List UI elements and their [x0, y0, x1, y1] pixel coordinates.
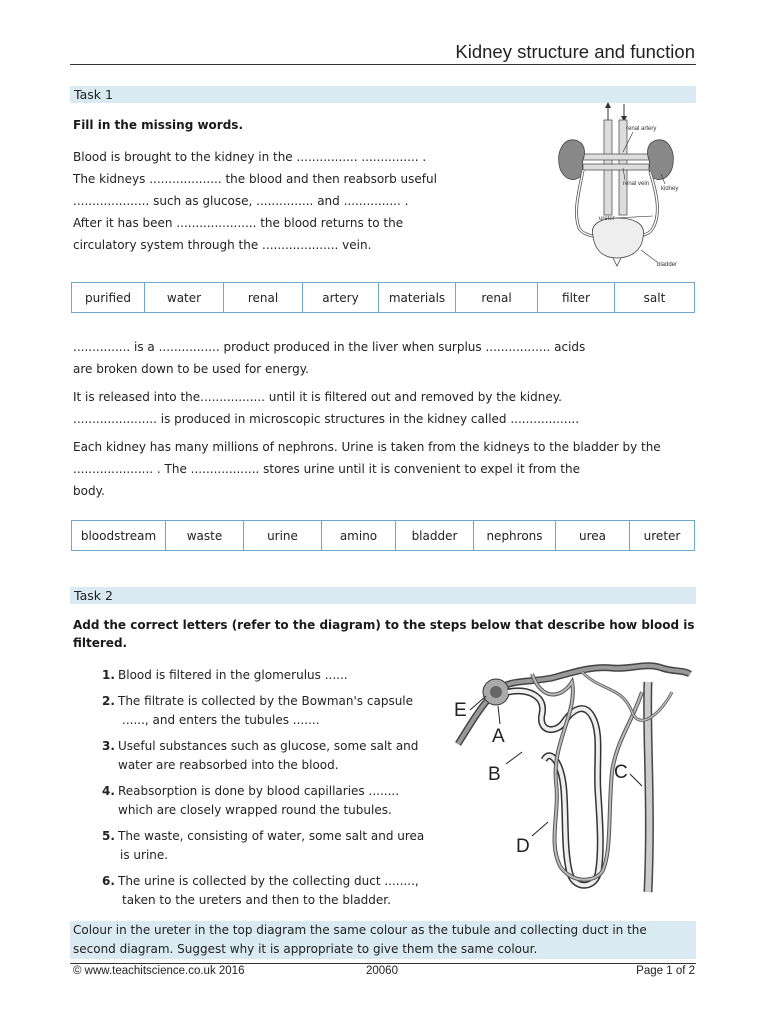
- task1-paragraph-2: [73, 336, 585, 380]
- word-bank-cell: renal: [224, 283, 303, 313]
- step-text-cont: which are closely wrapped round the tubules.: [118, 803, 392, 817]
- page-title: Kidney structure and function: [455, 41, 695, 62]
- step-number: 2.: [102, 694, 115, 708]
- task1-line-5: circulatory system through the .................... vein.: [73, 238, 372, 252]
- colour-instruction: [70, 921, 696, 959]
- task1-line-2: The kidneys ................... the blood and then reabsorb useful: [73, 172, 437, 186]
- label-kidney: kidney: [661, 186, 679, 192]
- colour-instruction-line-2: second diagram. Suggest why it is appropriate to give them the same colour.: [73, 942, 538, 956]
- word-bank-cell: nephrons: [474, 521, 556, 551]
- word-bank-cell: filter: [538, 283, 615, 313]
- word-bank-cell: urea: [556, 521, 630, 551]
- word-bank-cell: materials: [379, 283, 456, 313]
- step-item: [72, 872, 462, 910]
- task1-paragraph-3: [73, 386, 579, 430]
- word-bank-cell: ureter: [630, 521, 695, 551]
- task1-p4-line-3: body.: [73, 484, 105, 498]
- word-bank-cell: purified: [72, 283, 145, 313]
- step-number: 5.: [102, 829, 115, 843]
- footer-page-number: Page 1 of 2: [636, 965, 695, 977]
- step-text-cont: taken to the ureters and then to the bladder.: [122, 893, 391, 907]
- step-text-cont: water are reabsorbed into the blood.: [118, 758, 339, 772]
- step-number: 1.: [102, 668, 115, 682]
- step-text: Useful substances such as glucose, some salt and: [118, 739, 419, 753]
- step-text-cont: ......, and enters the tubules .......: [122, 713, 320, 727]
- label-ureter: ureter: [599, 216, 615, 222]
- word-bank-cell: water: [145, 283, 224, 313]
- nephron-label-a: A: [492, 726, 505, 747]
- nephron-label-e: E: [454, 700, 467, 721]
- task2-steps: [72, 666, 462, 917]
- task1-paragraph-4: [73, 436, 661, 502]
- word-bank-cell: waste: [166, 521, 244, 551]
- word-bank-cell: bloodstream: [72, 521, 166, 551]
- title-divider: [70, 64, 696, 65]
- nephron-label-b: B: [488, 764, 501, 785]
- kidney-system-diagram: [553, 102, 693, 274]
- task1-p2-line-1: ............... is a ................ product produced in the liver when surplus ................. acids: [73, 340, 586, 354]
- task1-line-3: .................... such as glucose, ............... and ............... .: [73, 194, 409, 208]
- step-item: [72, 666, 462, 685]
- step-text-cont: is urine.: [120, 848, 169, 862]
- task2-instruction-line-1: Add the correct letters (refer to the diagram) to the steps below that describe how blood is: [73, 618, 695, 632]
- footer-copyright: © www.teachitscience.co.uk 2016: [73, 965, 245, 977]
- nephron-label-c: C: [614, 762, 628, 783]
- task1-p3-line-2: ...................... is produced in microscopic structures in the kidney called ..................: [73, 412, 580, 426]
- step-text: Blood is filtered in the glomerulus ......: [118, 668, 348, 682]
- word-bank-cell: renal: [456, 283, 538, 313]
- label-renal-artery: renal artery: [626, 126, 657, 132]
- task1-paragraph: [73, 146, 437, 256]
- word-bank-cell: bladder: [396, 521, 474, 551]
- step-item: [72, 692, 462, 730]
- task1-line-1: Blood is brought to the kidney in the ................ ............... .: [73, 150, 427, 164]
- step-item: [72, 782, 462, 820]
- word-bank-1: [71, 282, 695, 313]
- word-bank-cell: amino: [322, 521, 396, 551]
- step-text: The urine is collected by the collecting duct ........,: [118, 874, 419, 888]
- word-bank-cell: urine: [244, 521, 322, 551]
- step-item: [72, 737, 462, 775]
- step-number: 6.: [102, 874, 115, 888]
- word-bank-cell: salt: [615, 283, 695, 313]
- step-text: The filtrate is collected by the Bowman's capsule: [118, 694, 414, 708]
- step-text: The waste, consisting of water, some salt and urea: [118, 829, 425, 843]
- label-bladder: bladder: [657, 262, 678, 268]
- footer-divider: [70, 963, 696, 964]
- task1-p4-line-1: Each kidney has many millions of nephrons. Urine is taken from the kidneys to the bladder by the: [73, 440, 661, 454]
- step-number: 3.: [102, 739, 115, 753]
- task1-p3-line-1: It is released into the................. until it is filtered out and removed by the kidney.: [73, 390, 562, 404]
- step-number: 4.: [102, 784, 115, 798]
- nephron-diagram: [452, 652, 696, 900]
- step-text: Reabsorption is done by blood capillaries ........: [118, 784, 400, 798]
- task1-p4-line-2: ..................... . The .................. stores urine until it is convenient to expel it from the: [73, 462, 580, 476]
- task2-heading: Task 2: [70, 587, 696, 604]
- task1-heading: Task 1: [70, 86, 696, 103]
- nephron-label-d: D: [516, 836, 530, 857]
- footer-code: 20060: [366, 965, 398, 977]
- colour-instruction-line-1: Colour in the ureter in the top diagram the same colour as the tubule and collecting duct in the: [73, 923, 647, 937]
- task2-instruction-line-2: filtered.: [73, 636, 128, 650]
- word-bank-2: [71, 520, 695, 551]
- task1-line-4: After it has been ..................... the blood returns to the: [73, 216, 404, 230]
- task1-p2-line-2: are broken down to be used for energy.: [73, 362, 309, 376]
- step-item: [72, 827, 462, 865]
- task1-instruction: Fill in the missing words.: [73, 118, 244, 132]
- label-renal-vein: renal vein: [623, 181, 650, 187]
- word-bank-cell: artery: [303, 283, 379, 313]
